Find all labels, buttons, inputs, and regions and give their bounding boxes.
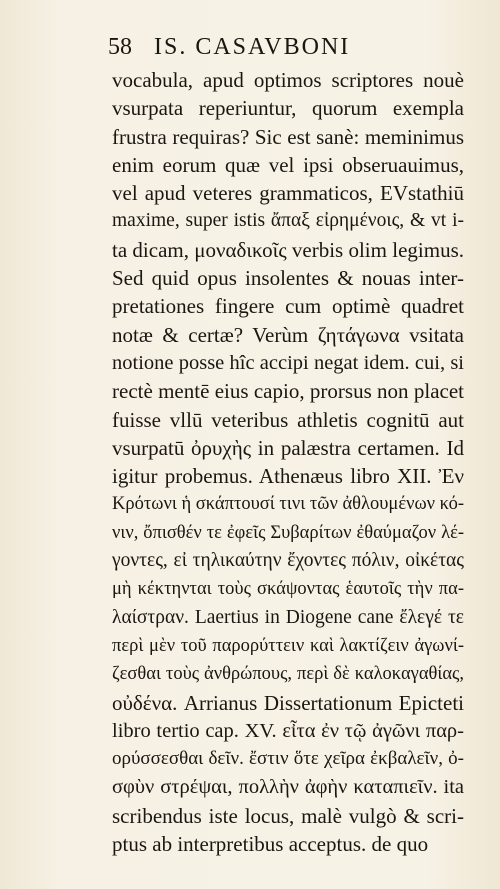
- text-line: notione posse hîc accipi negat idem. cui, si: [112, 351, 464, 374]
- text-line: notæ & certæ? Verùm ζητάγωνα vsitata: [112, 322, 464, 347]
- text-line: σφὺν στρέψαι, πολλὴν ἀφὴν καταπιεῖν. ita: [112, 776, 464, 799]
- text-line: libro tertio cap. XV. εἶτα ἐν τῷ ἀγῶνι παρ-: [112, 719, 464, 742]
- text-line: enim eorum quæ vel ipsi obseruauimus,: [112, 152, 464, 177]
- text-line: vsurpatū ὀρυχὴς in palæstra certamen. Id: [112, 435, 464, 460]
- text-line: Sed quid opus insolentes & nouas inter-: [112, 266, 464, 291]
- text-line: pretationes fingere cum optimè quadret: [112, 294, 464, 319]
- text-block: [112, 66, 464, 858]
- text-line: vocabula, apud optimos scriptores nouè: [112, 68, 464, 92]
- text-line: μὴ κέκτηνται τοὺς σκάψοντας ἑαυτοῖς τὴν πα-: [112, 579, 464, 600]
- text-line: rectè mentē eius capio, prorsus non placet: [112, 379, 464, 404]
- text-line: Κρότωνι ἡ σκάπτουσί τινι τῶν ἀθλουμένων κό-: [112, 494, 464, 515]
- text-line: vsurpata reperiuntur, quorum exempla: [112, 96, 464, 121]
- text-line: νιν, ὄπισθέν τε ἐφεῖς Συβαρίτων ἐθαύμαζον λέ-: [112, 522, 464, 543]
- page-number: 58: [108, 34, 132, 60]
- text-line: frustra requiras? Sic est sanè: meminimus: [112, 124, 464, 149]
- text-line: λαίστραν. Laertius in Diogene cane ἔλεγέ τε: [112, 606, 464, 628]
- text-line: οὐδένα. Arrianus Dissertationum Epicteti: [112, 690, 464, 715]
- text-line: maxime, super istis ἄπαξ εἰρημένοις, & vt i-: [112, 210, 464, 232]
- text-line: περὶ μὲν τοῦ παρορύττειν καὶ λακτίζειν ἀγωνί-: [112, 635, 464, 656]
- text-line: ptus ab interpretibus acceptus. de quo: [112, 832, 429, 857]
- running-header: [108, 34, 488, 61]
- text-line: vel apud veteres grammaticos, EVstathiū: [112, 181, 464, 206]
- text-line: γοντες, εἰ τηλικαύτην ἔχοντες πόλιν, οἰκέτας: [112, 550, 464, 572]
- running-title: IS. CASAVBONI: [154, 34, 351, 60]
- text-line: fuisse vllū veteribus athletis cognitū aut: [112, 407, 464, 432]
- text-line: scribendus iste locus, malè vulgò & scri-: [112, 803, 464, 828]
- text-line: ζεσθαι τοὺς ἀνθρώπους, περὶ δὲ καλοκαγαθίας,: [112, 664, 464, 685]
- text-line: ορύσσεσθαι δεῖν. ἔστιν ὅτε χεῖρα ἐκβαλεῖν, ὀ-: [112, 748, 464, 770]
- text-line: igitur probemus. Athenæus libro XII. Ἐν: [112, 464, 464, 489]
- text-line: ta dicam, μοναδικοῖς verbis olim legimus.: [112, 237, 464, 262]
